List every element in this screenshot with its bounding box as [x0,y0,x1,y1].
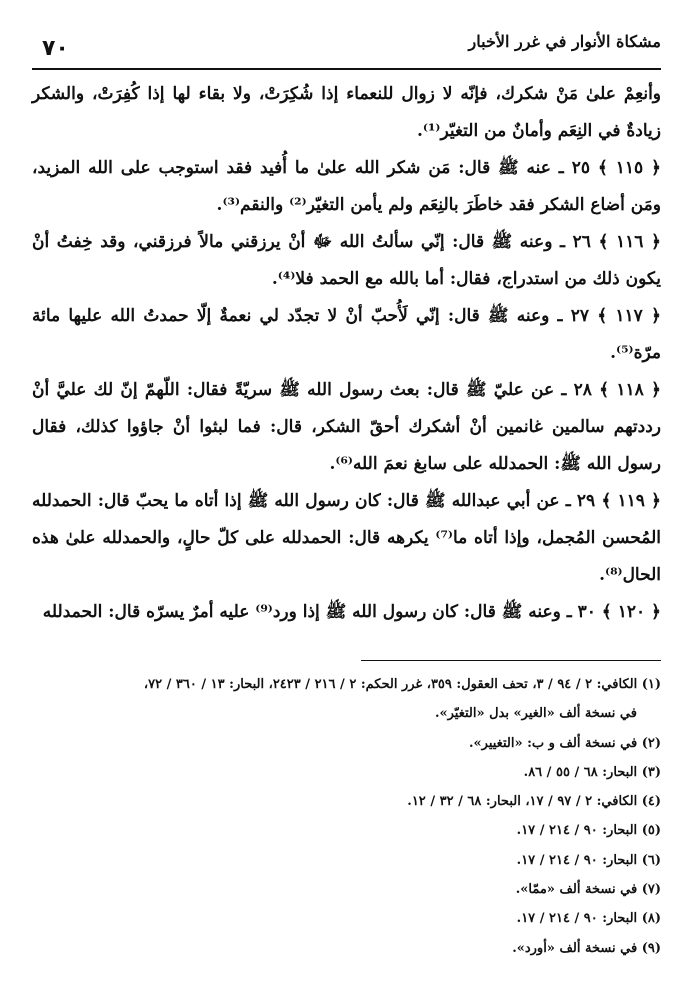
hadith-115: ﴿ ١١٥ ﴾ ٢٥ ـ عنه ﷺ قال: مَن شكر الله علىٰ ما أُفيد فقد استوجب على الله المزيد، ومَن أضاع الشكر فقد خاطَرَ بالنِعَم ولم يأمن التغيّر⁽²⁾ والنقم⁽³⁾. [32,158,661,215]
footnote-7: (٧) في نسخة ألف «ممّا». [515,882,661,898]
footnote-1-continued: في نسخة ألف «الغير» بدل «التغيّر». [434,706,637,722]
hadith-116: ﴿ ١١٦ ﴾ ٢٦ ـ وعنه ﷺ قال: إنّي سألتُ الله ﷻ أنْ يرزقني مالاً فرزقني، وقد خِفتُ أنْ يكون ذلك من استدراج، فقال: أما بالله مع الحمد فلا⁽⁴⁾. [32,232,661,289]
hadith-118: ﴿ ١١٨ ﴾ ٢٨ ـ عن عليّ ﷺ قال: بعث رسول الله ﷺ سريّةً فقال: اللّهمّ إنّ لك عليَّ أنْ رددتهم سالمين غانمين أنْ أشكرك أحقّ الشكر، قال: فما لبثوا أنْ جاؤوا كذلك، فقال رسول الله ﷺ: الحمدلله على سابغ نعمَ الله⁽⁶⁾. [32,380,661,474]
footnote-1: (١) الكافي: ٢ / ٩٤ / ٣، تحف العقول: ٣٥٩، غرر الحكم: ٢ / ٢١٦ / ٢٤٢٣، البحار: ١٣ / ٣٦٠ / ٧٢، [143,677,661,692]
footnote-6: (٦) البحار: ٩٠ / ٢١٤ / ١٧. [516,852,661,868]
paragraph-intro: وأنعِمْ علىٰ مَنْ شكرك، فإنّه لا زوال للنعماء إذا شُكِرَتْ، ولا بقاء لها إذا كُفِرَتْ، والشكر زيادةٌ في النِعَم وأمانٌ من التغيّر⁽¹⁾. [32,84,661,141]
footnote-5: (٥) البحار: ٩٠ / ٢١٤ / ١٧. [516,823,661,839]
page-number: ٧٠ [42,36,69,61]
footnote-9: (٩) في نسخة ألف «أورد». [512,940,661,956]
running-title: مشكاة الأنوار في غرر الأخبار [468,32,661,51]
footnotes [32,670,661,963]
footnote-2: (٢) في نسخة ألف و ب: «التغيير». [469,735,661,751]
hadith-119: ﴿ ١١٩ ﴾ ٢٩ ـ عن أبي عبدالله ﷺ قال: كان رسول الله ﷺ إذا أتاه ما يحبّ قال: الحمدلله المُحسن المُجمل، وإذا أتاه ما⁽⁷⁾ يكرهه قال: الحمدلله على كلّ حالٍ، والحمدلله علىٰ هذه الحال⁽⁸⁾. [32,491,661,585]
footnote-divider [361,660,661,661]
footnote-8: (٨) البحار: ٩٠ / ٢١٤ / ١٧. [516,911,661,927]
hadith-120: ﴿ ١٢٠ ﴾ ٣٠ ـ وعنه ﷺ قال: كان رسول الله ﷺ إذا ورد⁽⁹⁾ عليه أمرٌ يسرّه قال: الحمدلله [42,602,661,622]
footnote-3: (٣) البحار: ٦٨ / ٥٥ / ٨٦. [523,764,661,780]
hadith-117: ﴿ ١١٧ ﴾ ٢٧ ـ وعنه ﷺ قال: إنّي لَأُحبّ أنْ لا تجدّد لي نعمةٌ إلّا حمدتُ الله عليها مائة مرّة⁽⁵⁾. [32,306,661,363]
footnote-4: (٤) الكافي: ٢ / ٩٧ / ١٧، البحار: ٦٨ / ٣٢ / ١٢. [407,794,661,810]
main-text [32,76,661,631]
page-header [32,28,661,70]
